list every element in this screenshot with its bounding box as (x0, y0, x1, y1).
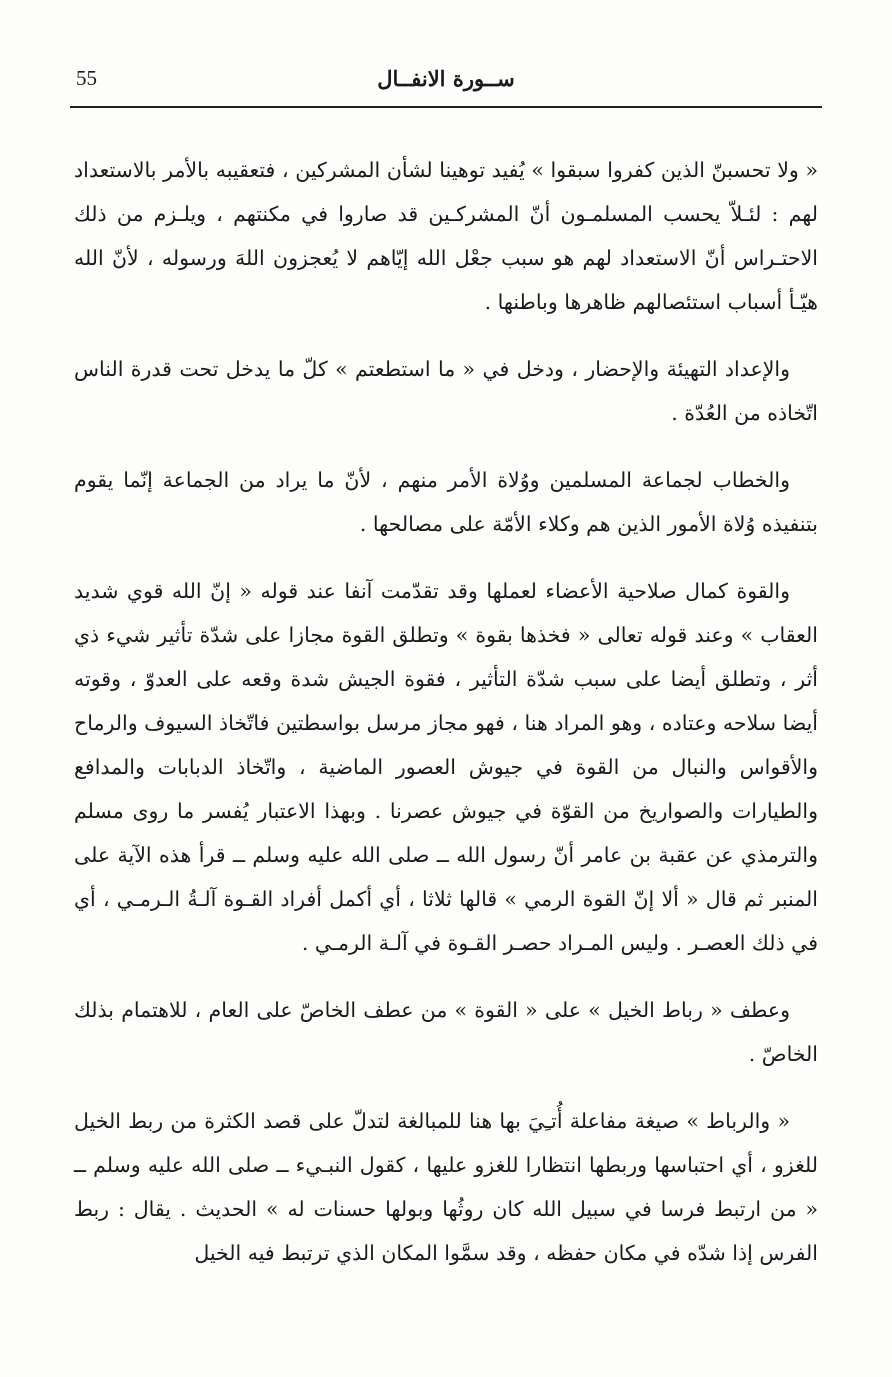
running-title: ســورة الانفــال (377, 66, 515, 91)
page-number: 55 (76, 66, 97, 90)
paragraph-4: والقوة كمال صلاحية الأعضاء لعملها وقد تقدّمت آنفا عند قوله « إنّ الله قوي شديد العقاب » وعند قوله تعالى « فخذها بقوة » وتطلق القوة مجازا على شدّة تأثير شيء ذي أثر ، وتطلق أيضا على سبب شدّة التأثير ، فقوة الجيش شدة وقعه على العدوّ ، وقوته أيضا سلاحه وعتاده ، وهو المراد هنا ، فهو مجاز مرسل بواسطتين فاتّخاذ السيوف والرماح والأقواس والنبال من القوة في جيوش العصور الماضية ، واتّخاذ الدبابات والمدافع والطيارات والصواريخ من القوّة في جيوش عصرنا . وبهذا الاعتبار يُفسر ما روى مسلم والترمذي عن عقبة بن عامر أنّ رسول الله ــ صلى الله عليه وسلم ــ قرأ هذه الآية على المنبر ثم قال « ألا إنّ القوة الرمي » قالها ثلاثا ، أي أكمل أفراد القـوة آلـةُ الـرمـي ، أي في ذلك العصـر . وليس المـراد حصـر القـوة في آلـة الرمـي . (74, 579, 818, 955)
paragraph-6: « والرباط » صيغة مفاعلة أُتـِيَ بها هنا للمبالغة لتدلّ على قصد الكثرة من ربط الخيل للغزو ، أي احتباسها وربطها انتظارا للغزو عليها ، كقول النبـيء ــ صلى الله عليه وسلم ــ « من ارتبط فرسا في سبيل الله كان روثُها وبولها حسنات له » الحديث . يقال : ربط الفرس إذا شدّه في مكان حفظه ، وقد سمَّوا المكان الذي ترتبط فيه الخيل (74, 1109, 819, 1265)
paragraph-5: وعطف « رباط الخيل » على « القوة » من عطف الخاصّ على العام ، للاهتمام بذلك الخاصّ . (74, 998, 818, 1066)
body-text (74, 148, 818, 1298)
paragraph-1: « ولا تحسبنّ الذين كفروا سبقوا » يُفيد توهينا لشأن المشركين ، فتعقيبه بالأمر بالاستعداد لهم : لئـلاّ يحسب المسلمـون أنّ المشركـين قد صاروا في مكنتهم ، ويلـزم من ذلك الاحتـراس أنّ الاستعداد لهم هو سبب جعْل الله إيّاهم لا يُعجزون اللهَ ورسوله ، لأنّ الله هيّـأ أسباب استئصالهم ظاهرها وباطنها . (74, 158, 818, 314)
header-rule (70, 106, 822, 108)
page-header (70, 60, 822, 104)
paragraph-3: والخطاب لجماعة المسلمين ووُلاة الأمر منهم ، لأنّ ما يراد من الجماعة إنّما يقوم بتنفيذه وُلاة الأمور الذين هم وكلاء الأمّة على مصالحها . (74, 468, 818, 536)
paragraph-2: والإعداد التهيئة والإحضار ، ودخل في « ما استطعتم » كلّ ما يدخل تحت قدرة الناس اتّخاذه من العُدّة . (74, 357, 818, 425)
